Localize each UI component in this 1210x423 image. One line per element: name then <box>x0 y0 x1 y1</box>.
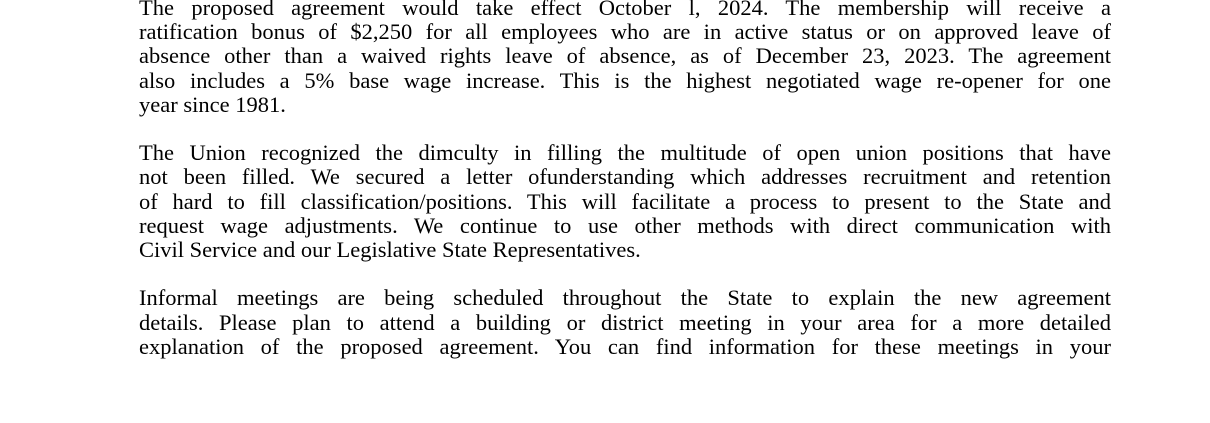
text-line: year since 1981. <box>139 91 286 117</box>
text-line: not been filled. We secured a letter ofunderstanding which addresses recruitment and retention <box>139 164 1111 190</box>
text-line: Civil Service and our Legislative State Representatives. <box>139 237 641 263</box>
paragraph-agreement-terms <box>139 0 1111 117</box>
paragraph-open-positions <box>139 141 1111 262</box>
text-line: also includes a 5% base wage increase. This is the highest negotiated wage re-opener for one <box>139 67 1111 93</box>
text-line: The proposed agreement would take effect October l, 2024. The membership will receive a <box>139 0 1111 20</box>
text-line: details. Please plan to attend a building or district meeting in your area for a more detailed <box>139 309 1111 335</box>
text-line: Informal meetings are being scheduled throughout the State to explain the new agreement <box>139 285 1111 311</box>
text-line: The Union recognized the dimculty in filling the multitude of open union positions that have <box>139 140 1111 166</box>
text-line: explanation of the proposed agreement. You can find information for these meetings in your <box>139 333 1111 359</box>
text-line: request wage adjustments. We continue to use other methods with direct communication with <box>139 212 1111 238</box>
text-line: absence other than a waived rights leave of absence, as of December 23, 2023. The agreement <box>139 43 1111 69</box>
document-body <box>139 0 1111 383</box>
paragraph-informal-meetings <box>139 286 1111 359</box>
text-line: of hard to fill classification/positions. This will facilitate a process to present to the State and <box>139 188 1111 214</box>
text-line: ratification bonus of $2,250 for all employees who are in active status or on approved leave of <box>139 19 1111 45</box>
